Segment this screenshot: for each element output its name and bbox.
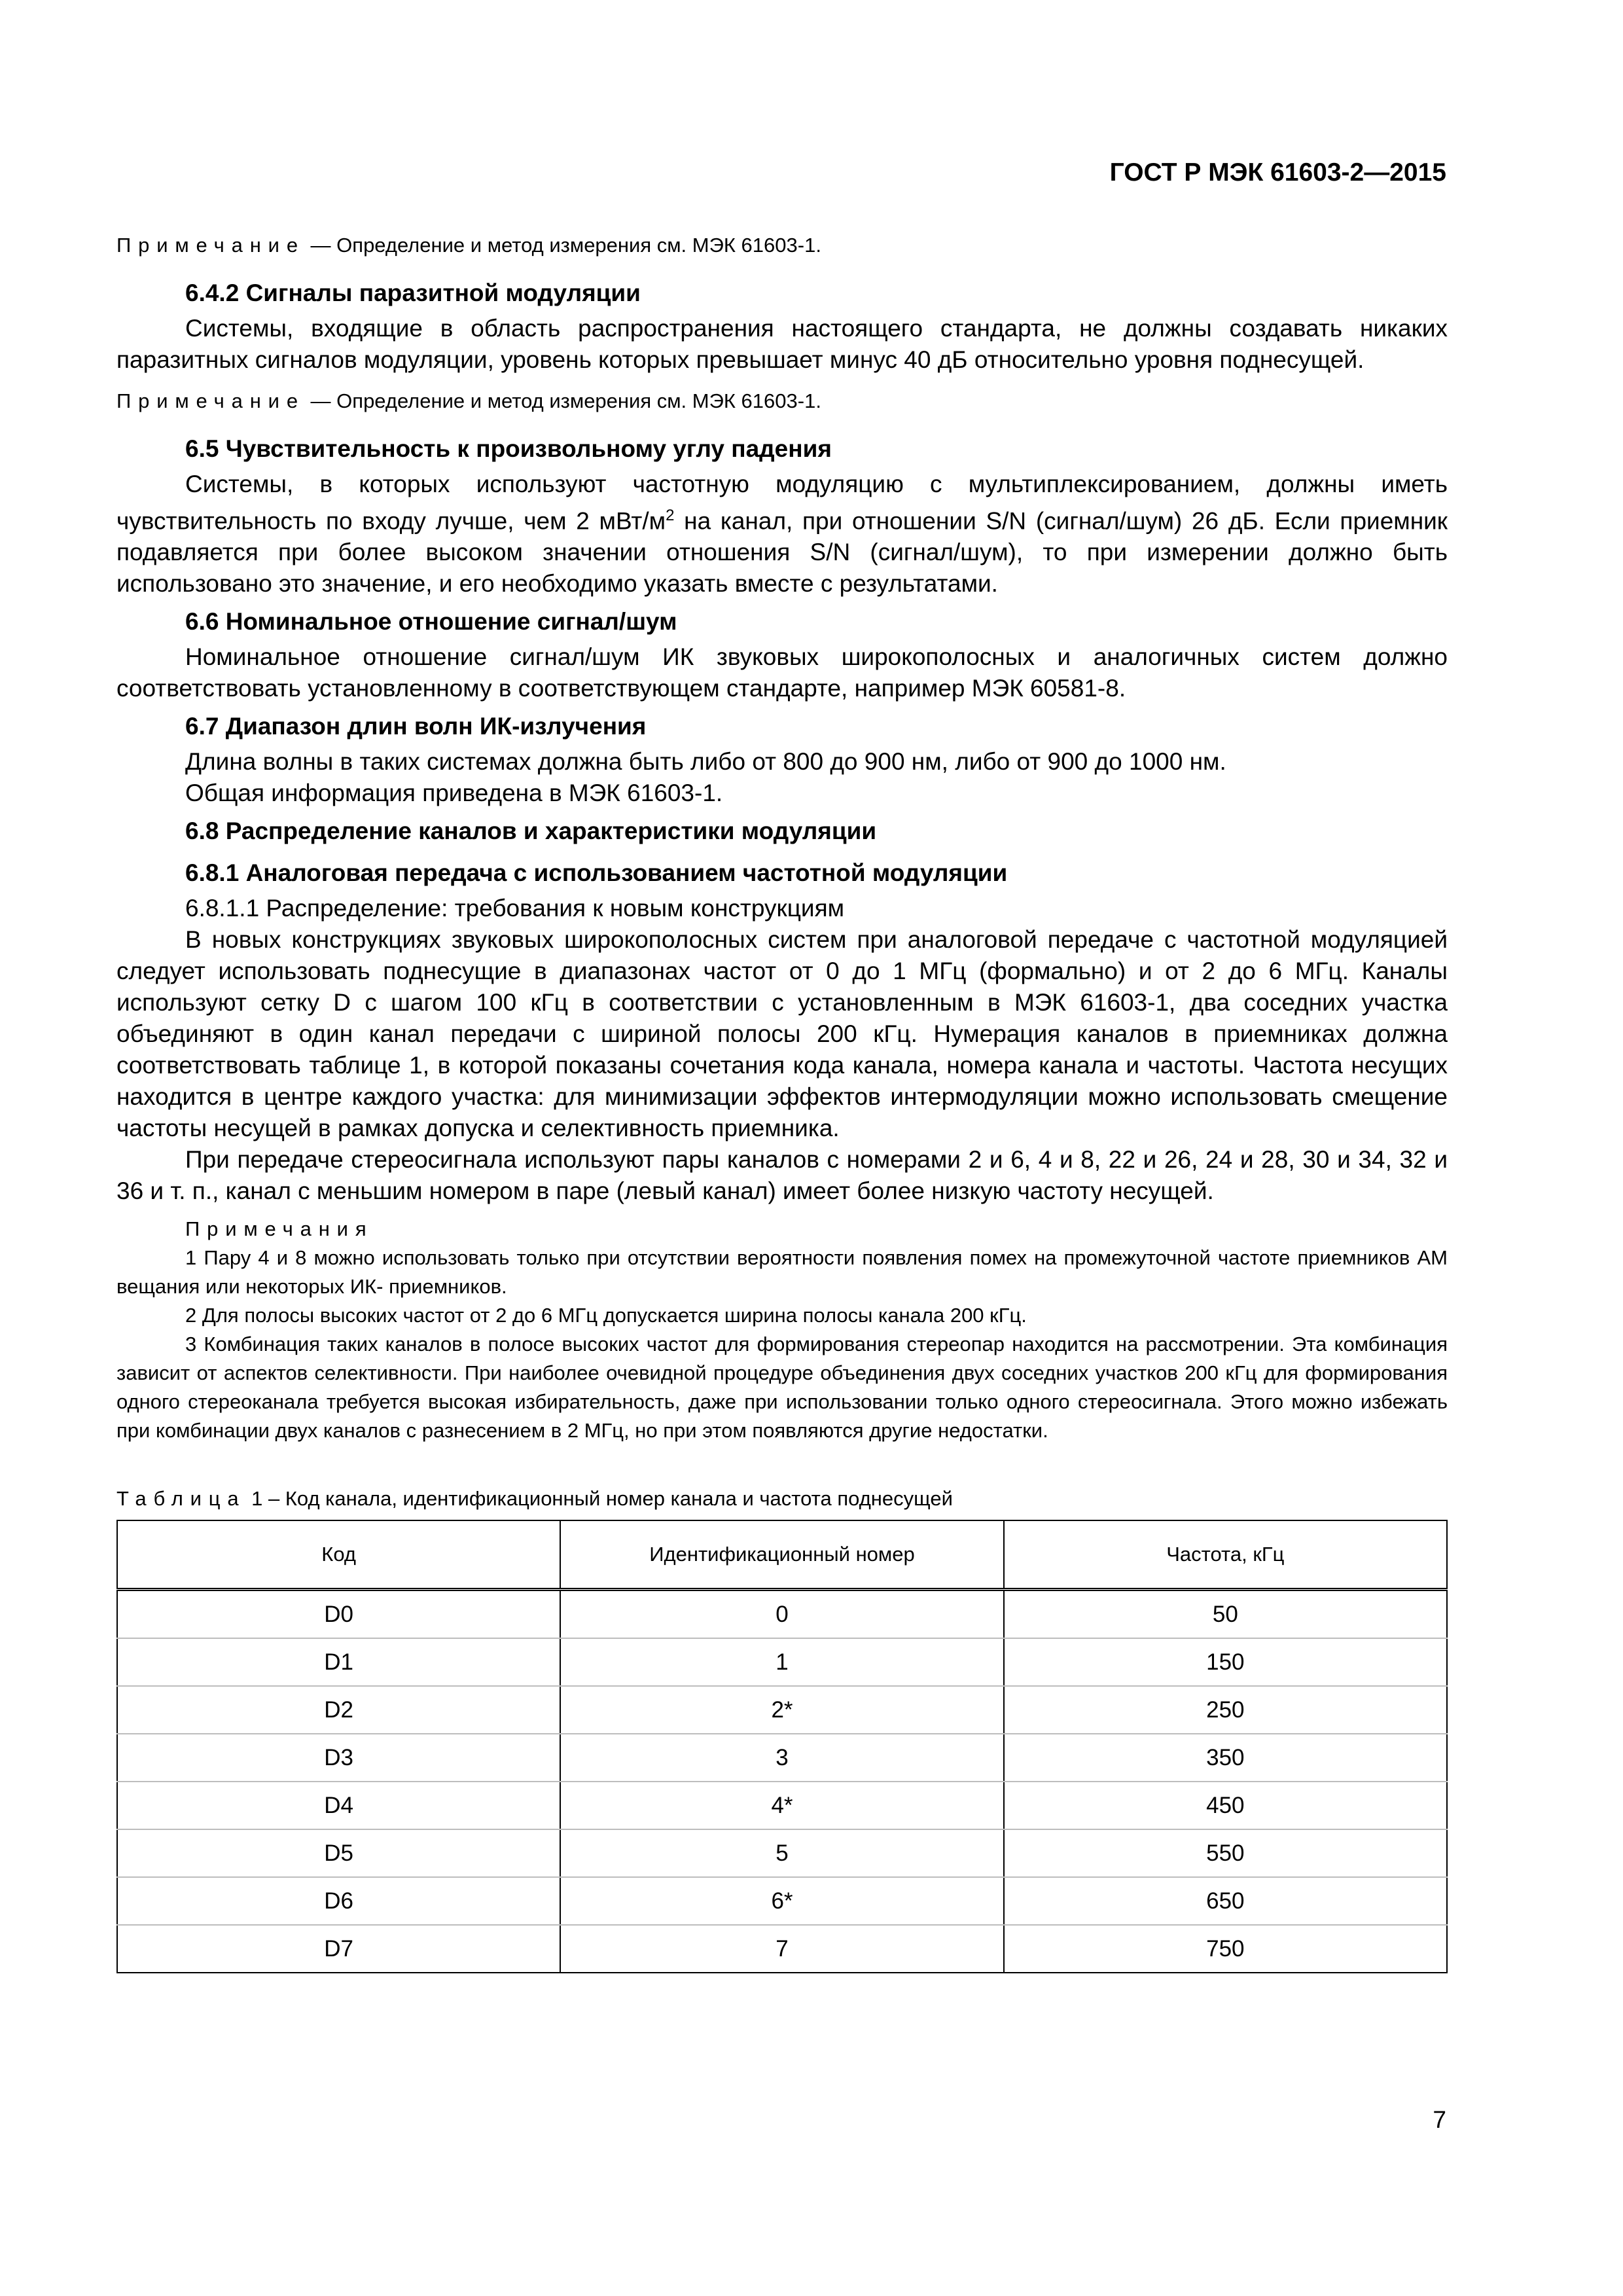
table-row: [117, 1638, 1447, 1686]
cell-id: 1: [560, 1638, 1003, 1686]
cell-id: 5: [560, 1829, 1003, 1877]
cell-id: 6*: [560, 1877, 1003, 1925]
cell-id: 2*: [560, 1686, 1003, 1734]
note-label: Примечание: [116, 234, 305, 257]
page-number: 7: [1433, 2106, 1446, 2133]
column-header-code: Код: [117, 1520, 560, 1590]
cell-code: D1: [117, 1638, 560, 1686]
cell-frequency: 650: [1004, 1877, 1447, 1925]
table-row: [117, 1925, 1447, 1973]
cell-frequency: 250: [1004, 1686, 1447, 1734]
note-item-3: 3 Комбинация таких каналов в полосе высоких частот для формирования стереопар находится на рассмотрении. Эта комбинация зависит от аспектов селективности. При наиболее очевидной процедуре объединения двух соседних участков 200 кГц для формирования одного стереоканала требуется высокая избирательность, даже при использовании только одного стереосигнала. Этого можно избежать при комбинации двух каналов с разнесением в 2 МГц, но при этом появляются другие недостатки.: [116, 1333, 1448, 1443]
notes-title: Примечания: [185, 1217, 374, 1241]
table-caption-text: 1 – Код канала, идентификационный номер канала и частота поднесущей: [245, 1487, 953, 1511]
section-text-6-6: Номинальное отношение сигнал/шум ИК звуковых широкополосных и аналогичных систем должно соответствовать установленному в соответствующем стандарте, например МЭК 60581-8.: [116, 643, 1448, 702]
text-part: Системы, в которых используют частотную модуляцию с мультиплексированием, должны иметь чувствительность по входу лучше, чем 2 мВт/м: [116, 471, 1448, 535]
cell-code: D6: [117, 1877, 560, 1925]
cell-frequency: 50: [1004, 1590, 1447, 1639]
section-heading-6-6: 6.6 Номинальное отношение сигнал/шум: [185, 608, 677, 636]
cell-code: D4: [117, 1782, 560, 1829]
superscript: 2: [666, 507, 675, 524]
cell-id: 0: [560, 1590, 1003, 1639]
table-row: [117, 1829, 1447, 1877]
section-heading-6-7: 6.7 Диапазон длин волн ИК-излучения: [185, 713, 647, 740]
note-item-2: 2 Для полосы высоких частот от 2 до 6 МГц допускается ширина полосы канала 200 кГц.: [185, 1304, 1027, 1327]
section-text-6-8-1-p2: При передаче стереосигнала используют пары каналов с номерами 2 и 6, 4 и 8, 22 и 26, 24 и 28, 30 и 34, 32 и 36 и т. п., канал с меньшим номером в паре (левый канал) имеет более низкую частоту несущей.: [116, 1146, 1448, 1205]
cell-code: D2: [117, 1686, 560, 1734]
table-row: [117, 1782, 1447, 1829]
note-item-1: 1 Пару 4 и 8 можно использовать только при отсутствии вероятности появления помех на промежуточной частоте приемников АМ вещания или некоторых ИК- приемников.: [116, 1246, 1448, 1299]
cell-code: D5: [117, 1829, 560, 1877]
cell-code: D3: [117, 1734, 560, 1782]
table-label: Таблица: [116, 1487, 246, 1511]
subsection-heading-6-8-1-1: 6.8.1.1 Распределение: требования к новым конструкциям: [185, 895, 845, 922]
cell-id: 4*: [560, 1782, 1003, 1829]
cell-frequency: 450: [1004, 1782, 1447, 1829]
channel-table: [116, 1520, 1448, 1973]
document-body: [116, 229, 1448, 1973]
table-row: [117, 1877, 1447, 1925]
table-row: [117, 1734, 1447, 1782]
note: [116, 385, 1448, 418]
table-row: [117, 1686, 1447, 1734]
section-heading-6-5: 6.5 Чувствительность к произвольному углу падения: [185, 435, 832, 462]
column-header-frequency: Частота, кГц: [1004, 1520, 1447, 1590]
note: [116, 229, 1448, 262]
cell-id: 7: [560, 1925, 1003, 1973]
cell-frequency: 750: [1004, 1925, 1447, 1973]
section-text-6-7-line2: Общая информация приведена в МЭК 61603-1.: [185, 780, 723, 807]
cell-frequency: 350: [1004, 1734, 1447, 1782]
text-part: на канал, при отношении S/N (сигнал/шум) 26 дБ. Если приемник подавляется при более высоком значении отношения S/N (сигнал/шум), то при измерении должно быть использовано это значение, и его необходимо указать вместе с результатами.: [116, 507, 1448, 598]
cell-code: D0: [117, 1590, 560, 1639]
note-text: — Определение и метод измерения см. МЭК 61603-1.: [304, 389, 821, 412]
cell-code: D7: [117, 1925, 560, 1973]
note-text: — Определение и метод измерения см. МЭК 61603-1.: [304, 234, 821, 257]
section-heading-6-8: 6.8 Распределение каналов и характеристики модуляции: [185, 817, 877, 845]
cell-id: 3: [560, 1734, 1003, 1782]
section-text-6-5: [116, 469, 1448, 600]
section-heading-6-4-2: 6.4.2 Сигналы паразитной модуляции: [185, 279, 641, 306]
table-row: [117, 1590, 1447, 1639]
cell-frequency: 150: [1004, 1638, 1447, 1686]
section-text-6-4-2: Системы, входящие в область распространения настоящего стандарта, не должны создавать никаких паразитных сигналов модуляции, уровень которых превышает минус 40 дБ относительно уровня поднесущей.: [116, 315, 1448, 373]
document-header: ГОСТ Р МЭК 61603-2—2015: [1109, 158, 1446, 187]
section-text-6-8-1-p1: В новых конструкциях звуковых широкополосных систем при аналоговой передаче с частотной модуляцией следует использовать поднесущие в диапазонах частот от 0 до 1 МГц (формально) и от 2 до 6 МГц. Каналы используют сетку D с шагом 100 кГц в соответствии с установленным в МЭК 61603-1, два соседних участка объединяют в один канал передачи с шириной полосы 200 кГц. Нумерация каналов в приемниках должна соответствовать таблице 1, в которой показаны сочетания кода канала, номера канала и частоты. Частота несущих находится в центре каждого участка: для минимизации эффектов интермодуляции можно использовать смещение частоты несущей в рамках допуска и селективность приемника.: [116, 926, 1448, 1142]
column-header-id: Идентификационный номер: [560, 1520, 1003, 1590]
table-caption: [116, 1484, 1448, 1513]
note-label: Примечание: [116, 389, 305, 412]
section-text-6-7-line1: Длина волны в таких системах должна быть либо от 800 до 900 нм, либо от 900 до 1000 нм.: [185, 748, 1226, 776]
table-header-row: [117, 1520, 1447, 1590]
cell-frequency: 550: [1004, 1829, 1447, 1877]
section-heading-6-8-1: 6.8.1 Аналоговая передача с использованием частотной модуляции: [185, 859, 1008, 887]
